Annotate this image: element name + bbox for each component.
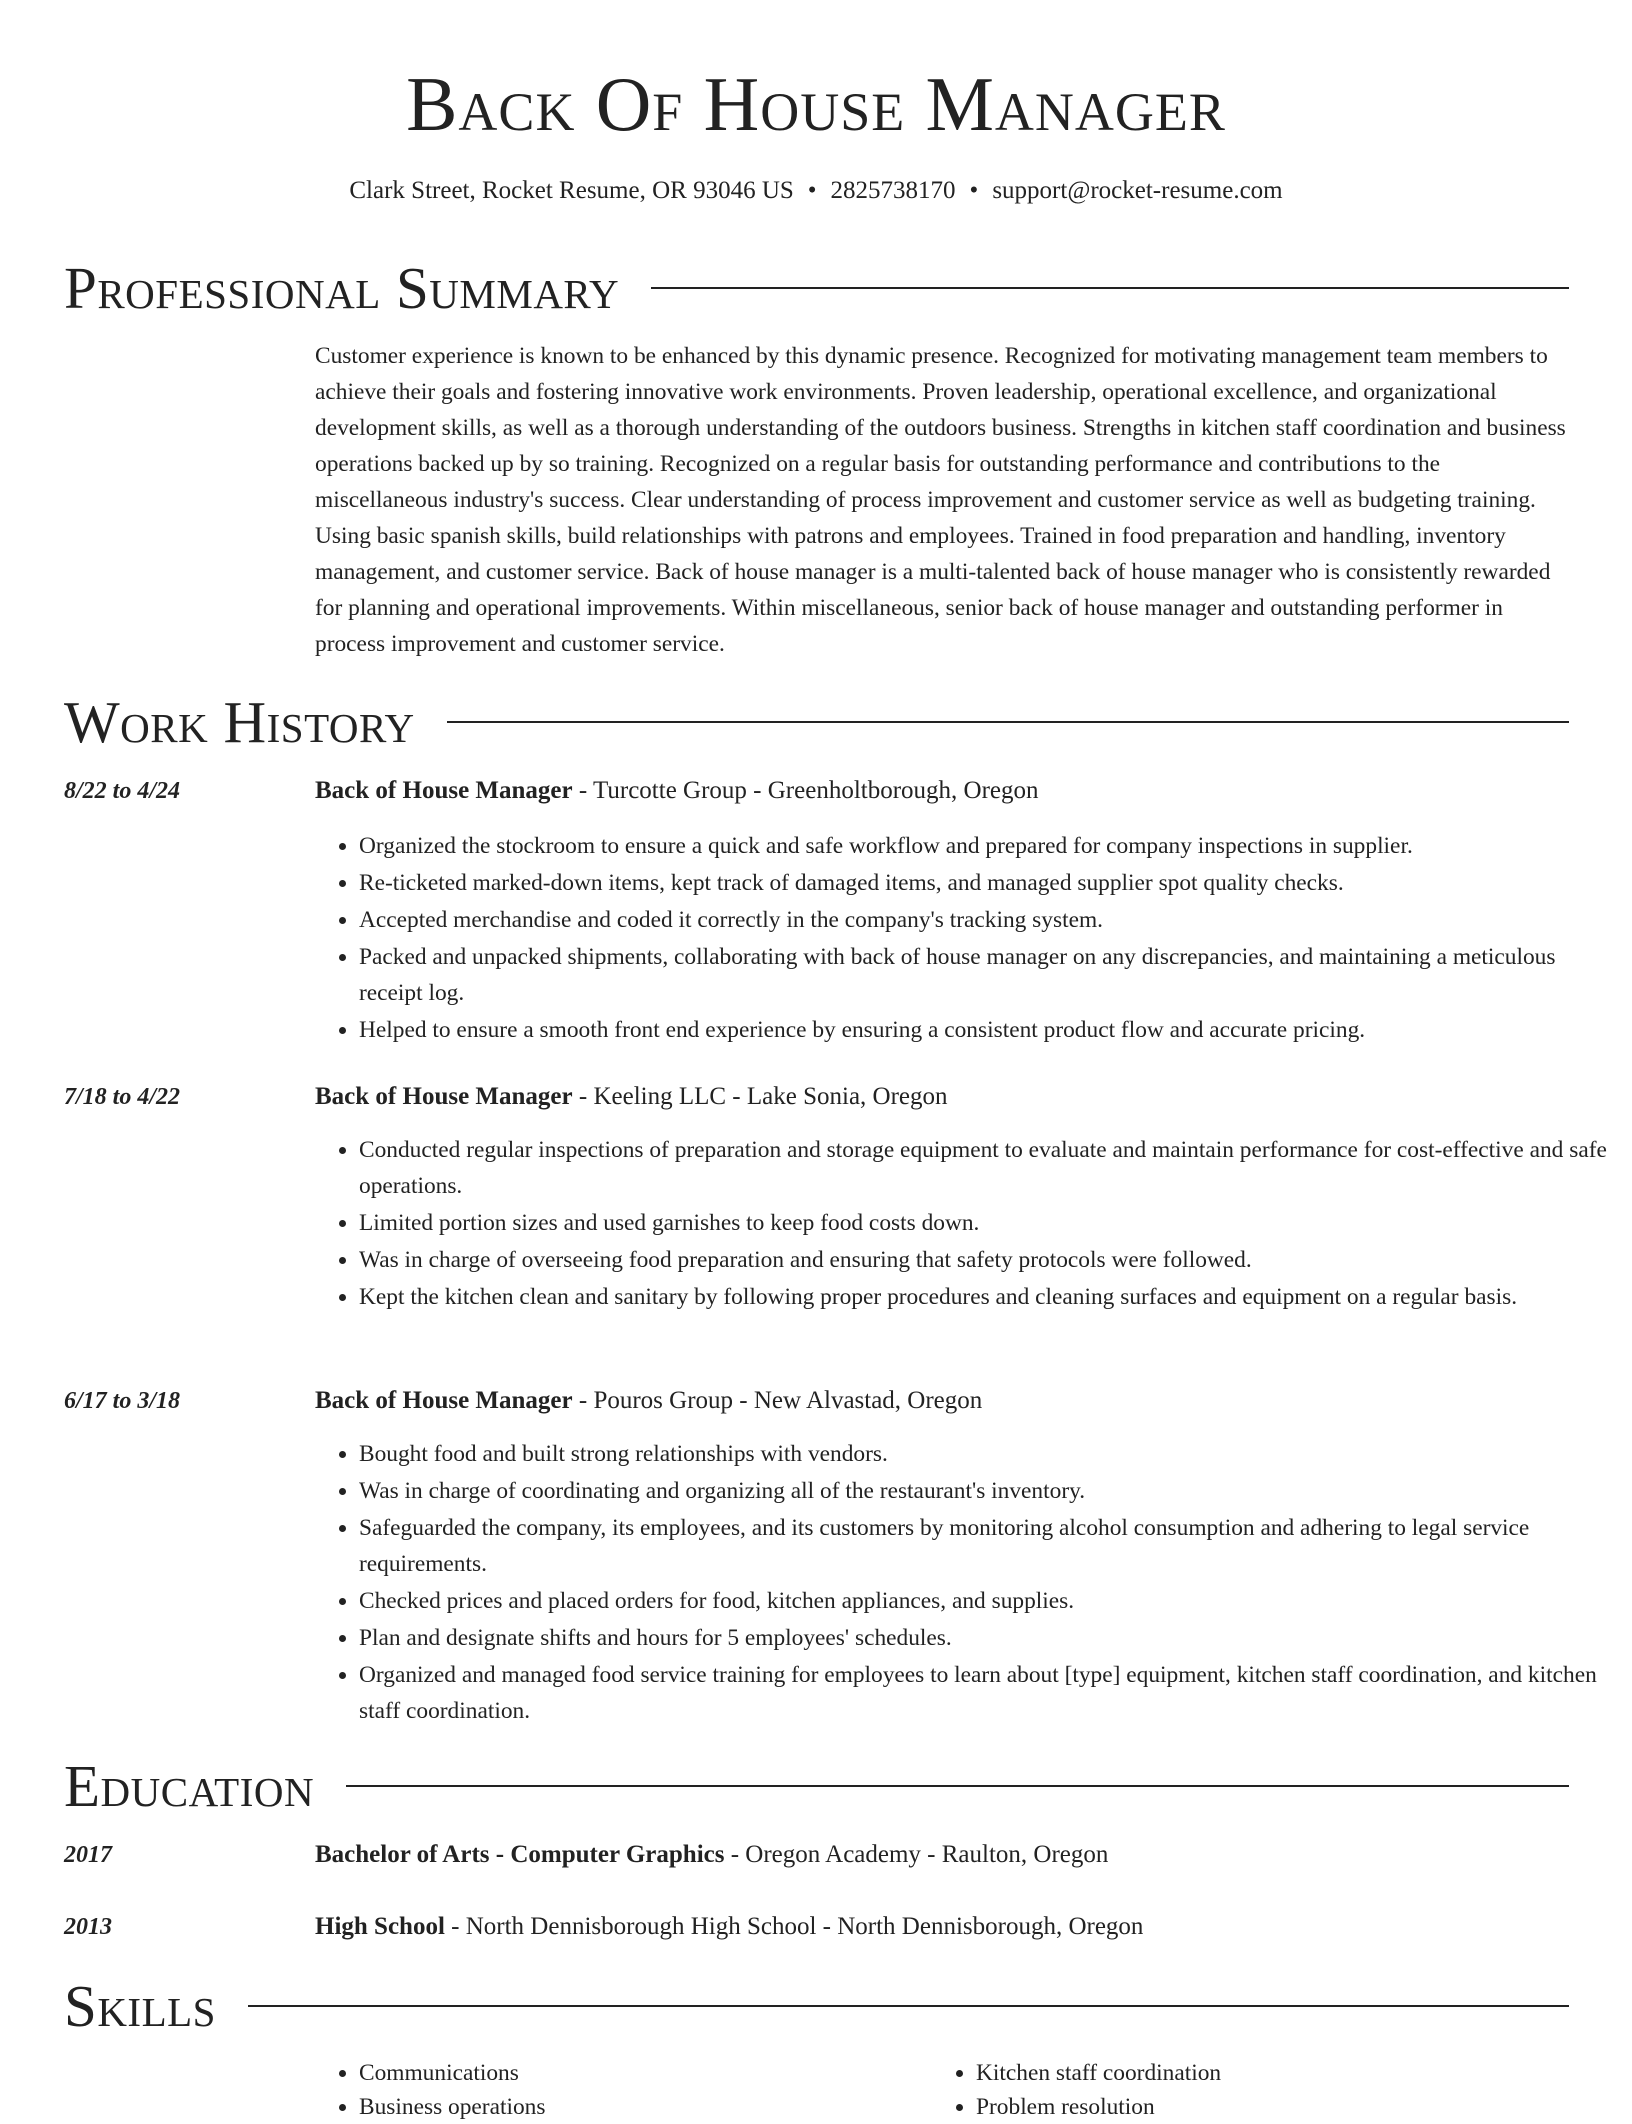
skills-heading: Skills bbox=[64, 1973, 216, 2039]
list-item: • Re-ticketed marked-down items, kept track of damaged items, and managed supplier spot quality checks. bbox=[359, 865, 1614, 901]
list-item: • Checked prices and placed orders for food, kitchen appliances, and supplies. bbox=[359, 1583, 1614, 1619]
section-divider bbox=[248, 2005, 1569, 2007]
list-item: • Was in charge of coordinating and organizing all of the restaurant's inventory. bbox=[359, 1473, 1614, 1509]
job-heading bbox=[315, 1384, 982, 1418]
contact-line bbox=[0, 174, 1632, 208]
job-employer-location: - Pouros Group - New Alvastad, Oregon bbox=[572, 1387, 983, 1414]
skill-item: • Kitchen staff coordination bbox=[976, 2056, 1536, 2090]
skills-section-header bbox=[64, 1970, 1569, 2042]
job-dates: 7/18 to 4/22 bbox=[64, 1084, 181, 1110]
skills-list-right bbox=[932, 2056, 1536, 2124]
education-entry bbox=[315, 1838, 1108, 1872]
job-bullets bbox=[315, 1436, 1614, 1730]
section-divider bbox=[651, 287, 1569, 289]
school-location: - Oregon Academy - Raulton, Oregon bbox=[724, 1841, 1109, 1868]
work-history-section-header bbox=[64, 686, 1569, 758]
degree: Bachelor of Arts - Computer Graphics bbox=[315, 1841, 725, 1868]
education-heading: Education bbox=[64, 1753, 315, 1819]
job-dates: 6/17 to 3/18 bbox=[64, 1388, 181, 1414]
section-divider bbox=[346, 1785, 1569, 1787]
list-item: • Packed and unpacked shipments, collaborating with back of house manager on any discrepancies, and maintaining a meticulous receipt log. bbox=[359, 939, 1614, 1011]
contact-separator: • bbox=[807, 177, 817, 204]
job-employer-location: - Turcotte Group - Greenholtborough, Oregon bbox=[572, 777, 1039, 804]
phone-number: 2825738170 bbox=[830, 177, 956, 204]
job-heading bbox=[315, 774, 1039, 808]
skill-item: • Problem resolution bbox=[976, 2090, 1536, 2124]
list-item: • Plan and designate shifts and hours for 5 employees' schedules. bbox=[359, 1620, 1614, 1656]
list-item: • Organized the stockroom to ensure a quick and safe workflow and prepared for company inspections in supplier. bbox=[359, 828, 1614, 864]
degree: High School bbox=[315, 1913, 445, 1940]
list-item: • Safeguarded the company, its employees, and its customers by monitoring alcohol consumption and adhering to legal service requirements. bbox=[359, 1510, 1614, 1582]
job-bullets bbox=[315, 828, 1614, 1049]
list-item: • Conducted regular inspections of preparation and storage equipment to evaluate and maintain performance for cost-effective and safe operations. bbox=[359, 1132, 1614, 1204]
address: Clark Street, Rocket Resume, OR 93046 US bbox=[349, 177, 794, 204]
candidate-name: Back Of House Manager bbox=[406, 61, 1226, 147]
work-history-heading: Work History bbox=[64, 689, 415, 755]
job-employer-location: - Keeling LLC - Lake Sonia, Oregon bbox=[572, 1083, 948, 1110]
job-bullets bbox=[315, 1132, 1614, 1316]
job-title: Back of House Manager bbox=[315, 1083, 573, 1110]
list-item: • Organized and managed food service training for employees to learn about [type] equipment, kitchen staff coordination, and kitchen staff coordination. bbox=[359, 1657, 1614, 1729]
education-entry bbox=[315, 1910, 1143, 1944]
list-item: • Kept the kitchen clean and sanitary by following proper procedures and cleaning surfaces and equipment on a regular basis. bbox=[359, 1279, 1614, 1315]
skill-item: • Communications bbox=[359, 2056, 919, 2090]
education-year: 2017 bbox=[64, 1842, 112, 1868]
list-item: • Was in charge of overseeing food preparation and ensuring that safety protocols were followed. bbox=[359, 1242, 1614, 1278]
list-item: • Accepted merchandise and coded it correctly in the company's tracking system. bbox=[359, 902, 1614, 938]
skills-list-left bbox=[315, 2056, 919, 2124]
education-section-header bbox=[64, 1750, 1569, 1822]
summary-heading: Professional Summary bbox=[64, 255, 620, 321]
summary-section-header bbox=[64, 252, 1569, 324]
school-location: - North Dennisborough High School - North Dennisborough, Oregon bbox=[444, 1913, 1144, 1940]
list-item: • Limited portion sizes and used garnishes to keep food costs down. bbox=[359, 1205, 1614, 1241]
summary-text: Customer experience is known to be enhanced by this dynamic presence. Recognized for motivating management team members to achieve their goals and fostering innovative work environments. Proven leadership, operational excellence, and organizational development skills, as well as a thorough understanding of the outdoors business. Strengths in kitchen staff coordination and business operations backed up by so training. Recognized on a regular basis for outstanding performance and contributions to the miscellaneous industry's success. Clear understanding of process improvement and customer service as well as budgeting training. Using basic spanish skills, build relationships with patrons and employees. Trained in food preparation and handling, inventory management, and customer service. Back of house manager is a multi-talented back of house manager who is consistently rewarded for planning and operational improvements. Within miscellaneous, senior back of house manager and outstanding performer in process improvement and customer service. bbox=[315, 343, 1566, 657]
education-year: 2013 bbox=[64, 1914, 112, 1940]
job-dates: 8/22 to 4/24 bbox=[64, 778, 181, 804]
email-address: support@rocket-resume.com bbox=[992, 177, 1283, 204]
job-heading bbox=[315, 1080, 948, 1114]
contact-separator: • bbox=[969, 177, 979, 204]
skill-item: • Business operations bbox=[359, 2090, 919, 2124]
job-title: Back of House Manager bbox=[315, 777, 573, 804]
list-item: • Helped to ensure a smooth front end experience by ensuring a consistent product flow and accurate pricing. bbox=[359, 1012, 1614, 1048]
list-item: • Bought food and built strong relationships with vendors. bbox=[359, 1436, 1614, 1472]
section-divider bbox=[447, 721, 1569, 723]
job-title: Back of House Manager bbox=[315, 1387, 573, 1414]
